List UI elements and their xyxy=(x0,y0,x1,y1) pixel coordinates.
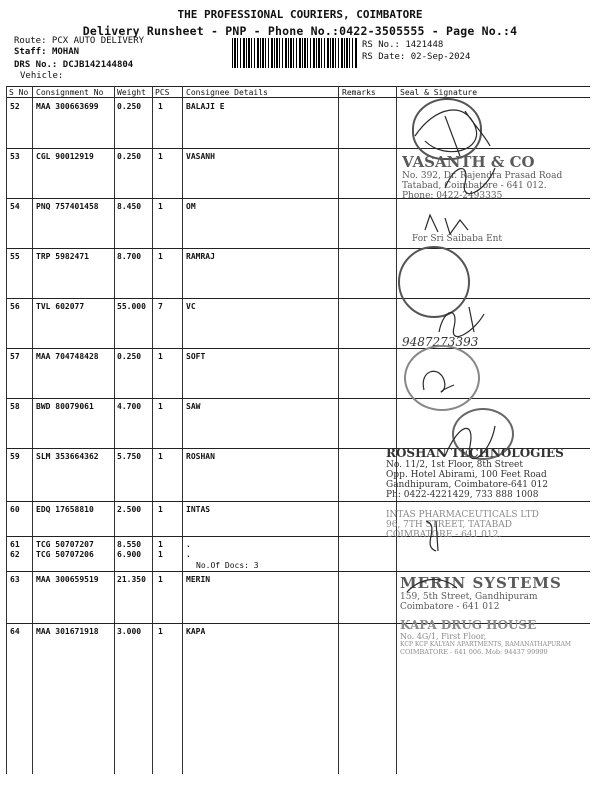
row-weight: 3.000 xyxy=(117,627,142,636)
row-consignment-no: MAA 704748428 xyxy=(36,352,99,361)
roshan-stamp-line: Opp. Hotel Abirami, 100 Feet Road xyxy=(386,470,547,480)
header-consignee: Consignee Details xyxy=(186,88,268,97)
row-pcs: 1 xyxy=(158,575,163,584)
row-pcs: 1 xyxy=(158,252,163,261)
merin-stamp-name: MERIN SYSTEMS xyxy=(400,574,562,592)
row-divider xyxy=(6,501,590,502)
col-divider xyxy=(32,86,33,774)
row-weight: 4.700 xyxy=(117,402,142,411)
roshan-stamp-name: ROSHAN TECHNOLOGIES xyxy=(386,446,564,460)
runsheet-title: Delivery Runsheet - PNP - Phone No.:0422-3505555 - Page No.:4 xyxy=(82,24,518,38)
row-weight: 8.450 xyxy=(117,202,142,211)
col-divider xyxy=(6,86,7,774)
row-weight: 8.550 xyxy=(117,540,142,549)
merin-stamp-line: Coimbatore - 641 012 xyxy=(400,602,500,612)
row-sno: 56 xyxy=(10,302,20,311)
table-top-border xyxy=(6,86,590,87)
roshan-stamp-line: Ph: 0422-4221429, 733 888 1008 xyxy=(386,490,539,500)
row-consignment-no: TCG 50707207 xyxy=(36,540,94,549)
row-pcs: 7 xyxy=(158,302,163,311)
row-weight: 55.000 xyxy=(117,302,146,311)
signature-mark xyxy=(402,574,462,600)
drs-label: DRS No.: xyxy=(14,60,58,70)
row-sno: 58 xyxy=(10,402,20,411)
col-divider xyxy=(182,86,183,774)
intas-stamp-line: 96, 7TH STREET, TATABAD xyxy=(386,520,512,530)
row-weight: 2.500 xyxy=(117,505,142,514)
row-consignment-no: TCG 50707206 xyxy=(36,550,94,559)
row-sno: 62 xyxy=(10,550,20,559)
vasanth-stamp-line: Tatabad, Coimbatore - 641 012. xyxy=(402,181,547,191)
signature-mark xyxy=(416,516,456,556)
row-consignment-no: MAA 301671918 xyxy=(36,627,99,636)
header-consignment: Consignment No xyxy=(36,88,104,97)
row-pcs: 1 xyxy=(158,452,163,461)
kapa-stamp-line: COIMBATORE - 641 006. Mob: 94437 99990 xyxy=(400,648,548,656)
row-weight: 0.250 xyxy=(117,352,142,361)
row-pcs: 1 xyxy=(158,152,163,161)
header-weight: Weight xyxy=(117,88,146,97)
row-pcs: 1 xyxy=(158,402,163,411)
row-consignment-no: SLM 353664362 xyxy=(36,452,99,461)
row-consignment-no: TRP 5982471 xyxy=(36,252,89,261)
header-seal: Seal & Signature xyxy=(400,88,478,97)
row-divider xyxy=(6,248,590,249)
row-consignee: . xyxy=(186,550,191,559)
row-divider xyxy=(6,398,590,399)
row-weight: 5.750 xyxy=(117,452,142,461)
row-divider xyxy=(6,298,590,299)
row-sno: 60 xyxy=(10,505,20,514)
kapa-stamp-line: No. 4G/1, First Floor, xyxy=(400,632,487,641)
col-divider xyxy=(152,86,153,774)
row-consignee: VASANH xyxy=(186,152,215,161)
row-consignment-no: MAA 300659519 xyxy=(36,575,99,584)
row-consignment-no: TVL 602077 xyxy=(36,302,85,311)
row-consignee: . xyxy=(186,540,191,549)
rs-no: RS No.: 1421448 xyxy=(362,40,444,50)
col-divider xyxy=(338,86,339,774)
row-pcs: 1 xyxy=(158,505,163,514)
vasanth-stamp-name: VASANTH & CO xyxy=(402,153,535,171)
rs-date: RS Date: 02-Sep-2024 xyxy=(362,52,471,62)
row-sno: 59 xyxy=(10,452,20,461)
route-text: Route: PCX AUTO DELIVERY xyxy=(14,36,145,46)
roshan-stamp-line: No. 11/2, 1st Floor, 8th Street xyxy=(386,460,523,470)
row-weight: 21.350 xyxy=(117,575,146,584)
vehicle-label: Vehicle: xyxy=(20,71,64,81)
row-consignee: RAMRAJ xyxy=(186,252,215,261)
row-pcs: 1 xyxy=(158,627,163,636)
vasanth-stamp-line: Phone: 0422-2493335 xyxy=(402,191,503,201)
signature-mark xyxy=(440,416,500,466)
row-divider xyxy=(6,571,590,572)
row-sno: 63 xyxy=(10,575,20,584)
merin-stamp-line: 159, 5th Street, Gandhipuram xyxy=(400,592,538,602)
no-of-docs: No.Of Docs: 3 xyxy=(196,561,259,570)
staff-line xyxy=(14,47,79,57)
row-consignment-no: MAA 300663699 xyxy=(36,102,99,111)
row-weight: 6.900 xyxy=(117,550,142,559)
staff-label: Staff: xyxy=(14,47,47,57)
row-sno: 53 xyxy=(10,152,20,161)
row-consignment-no: PNQ 757401458 xyxy=(36,202,99,211)
kapa-stamp-name: KAPA DRUG HOUSE xyxy=(400,618,537,632)
row-sno: 64 xyxy=(10,627,20,636)
row-pcs: 1 xyxy=(158,202,163,211)
row-pcs: 1 xyxy=(158,550,163,559)
row-pcs: 1 xyxy=(158,102,163,111)
intas-stamp xyxy=(386,510,539,540)
row-consignee: ROSHAN xyxy=(186,452,215,461)
row-sno: 61 xyxy=(10,540,20,549)
row-sno: 54 xyxy=(10,202,20,211)
vasanth-stamp-line: No. 392, Dr. Rajendra Prasad Road xyxy=(402,171,563,181)
drs-value: DCJB142144804 xyxy=(62,60,134,70)
row-divider xyxy=(6,348,590,349)
row-consignee: SAW xyxy=(186,402,201,411)
row-consignee: MERIN xyxy=(186,575,211,584)
row-consignment-no: EDQ 17658810 xyxy=(36,505,94,514)
header-remarks: Remarks xyxy=(342,88,376,97)
signature-mark xyxy=(440,158,500,198)
header-pcs: PCS xyxy=(155,88,170,97)
row-divider xyxy=(6,148,590,149)
company-title: THE PROFESSIONAL COURIERS, COIMBATORE xyxy=(177,8,423,21)
staff-value: MOHAN xyxy=(51,47,80,57)
col-divider xyxy=(114,86,115,774)
row-consignee: SOFT xyxy=(186,352,206,361)
intas-stamp-line: COIMBATORE - 641 012. xyxy=(386,530,502,540)
row-sno: 55 xyxy=(10,252,20,261)
row-pcs: 1 xyxy=(158,352,163,361)
barcode-image xyxy=(232,38,358,68)
row-weight: 8.700 xyxy=(117,252,142,261)
row-consignee: INTAS xyxy=(186,505,211,514)
row-sno: 52 xyxy=(10,102,20,111)
row-weight: 0.250 xyxy=(117,102,142,111)
signature-mark xyxy=(420,210,480,240)
drs-line xyxy=(14,60,133,70)
row-sno: 57 xyxy=(10,352,20,361)
signature-mark xyxy=(414,360,464,400)
row-weight: 0.250 xyxy=(117,152,142,161)
row-consignee: VC xyxy=(186,302,196,311)
row-consignee: OM xyxy=(186,202,196,211)
row-consignee: BALAJI E xyxy=(186,102,225,111)
row-pcs: 1 xyxy=(158,540,163,549)
kapa-stamp-line: KCP KCP KALYAN APARTMENTS, RAMANATHAPURAM xyxy=(400,641,572,648)
saibaba-stamp: For Sri Saibaba Ent xyxy=(412,234,503,244)
row-consignment-no: BWD 80079061 xyxy=(36,402,94,411)
intas-stamp-name: INTAS PHARMACEUTICALS LTD xyxy=(386,510,539,520)
handwritten-phone: 9487273393 xyxy=(402,335,479,349)
row-consignee: KAPA xyxy=(186,627,206,636)
row-consignment-no: CGL 90012919 xyxy=(36,152,94,161)
table-header-border xyxy=(6,97,590,98)
roshan-stamp-line: Gandhipuram, Coimbatore-641 012 xyxy=(386,480,549,490)
col-divider xyxy=(396,86,397,774)
header-sno: S No xyxy=(9,88,29,97)
kapa-stamp xyxy=(400,618,571,656)
